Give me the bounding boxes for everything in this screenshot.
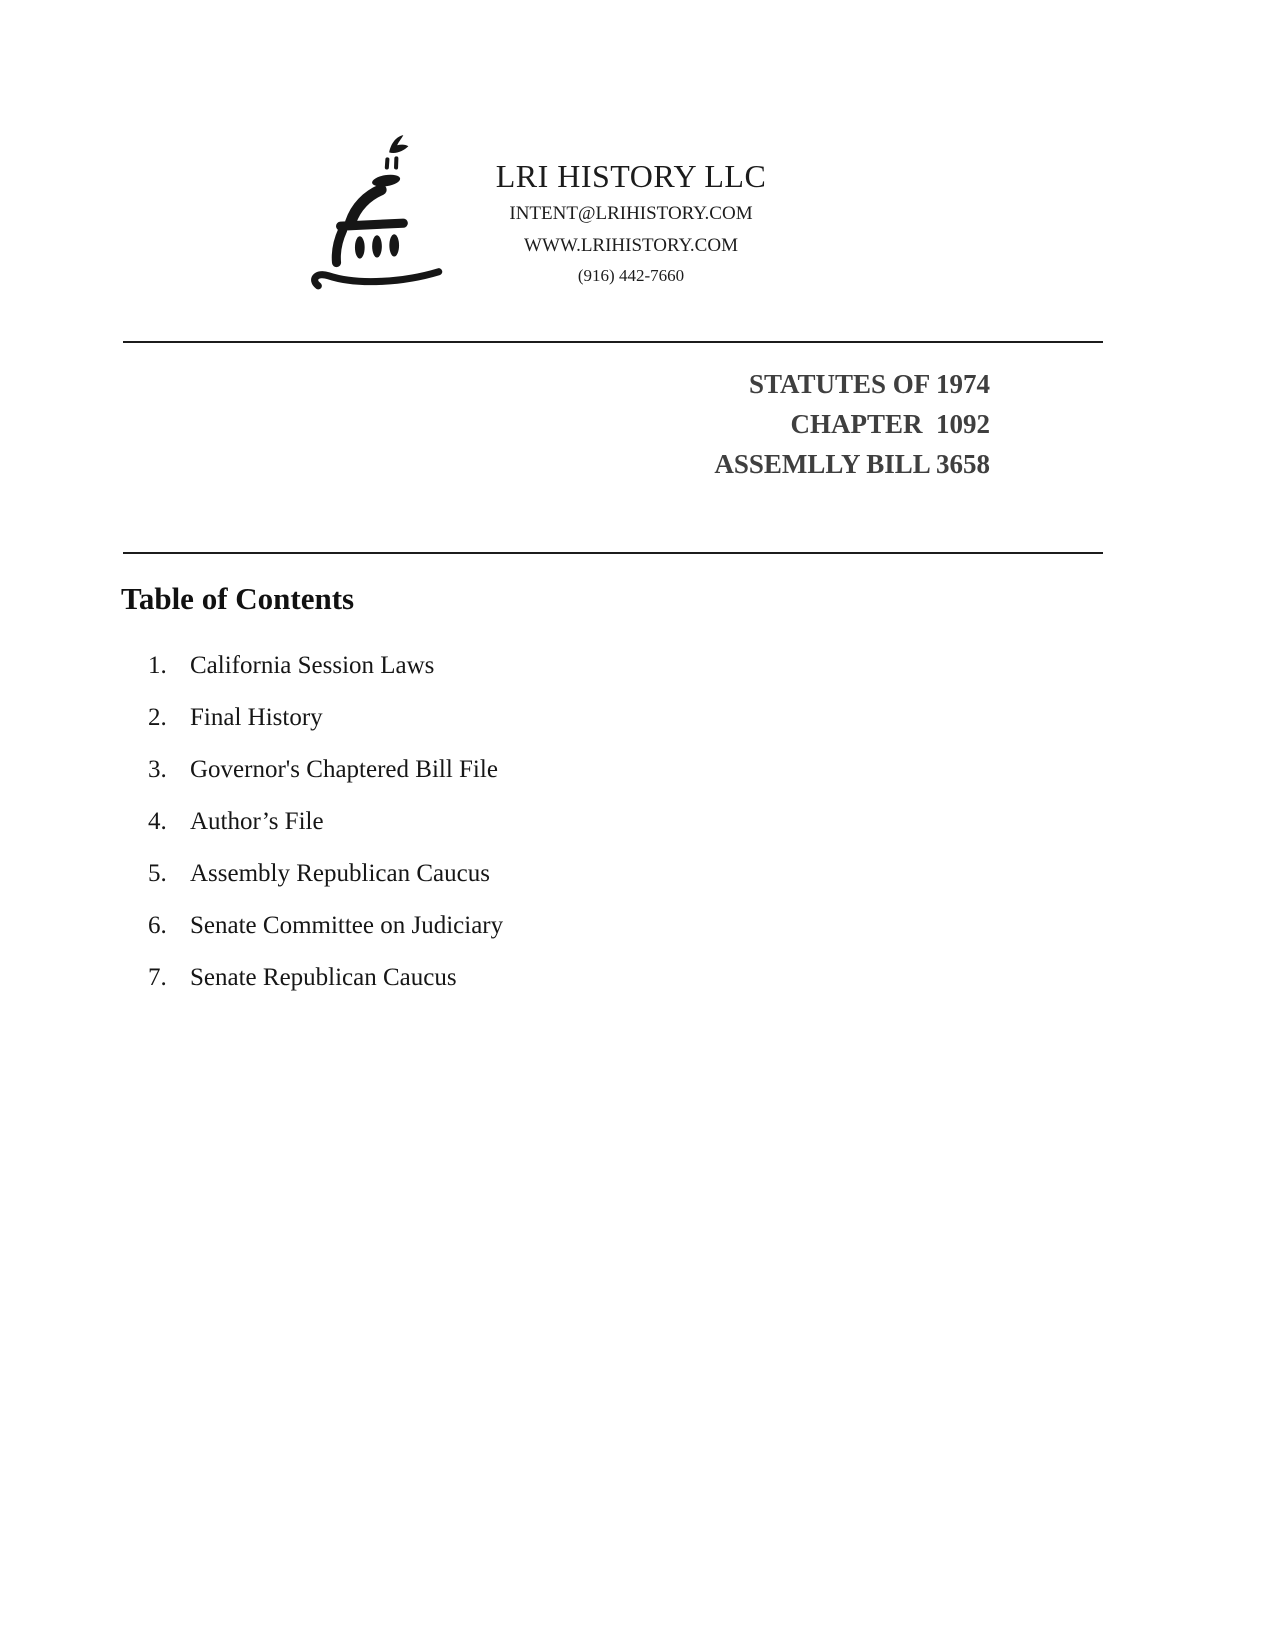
statutes-line: STATUTES OF 1974 <box>748 369 990 399</box>
toc-item-label: Author’s File <box>190 808 324 835</box>
toc-item <box>148 807 848 859</box>
toc-item <box>148 963 848 1015</box>
company-header <box>456 158 806 288</box>
divider-top <box>123 341 1103 343</box>
toc-item-label: Assembly Republican Caucus <box>190 860 490 887</box>
chapter-line: CHAPTER 1092 <box>790 409 990 439</box>
toc-item <box>148 859 848 911</box>
toc-item <box>148 651 848 703</box>
company-website: WWW.LRIHISTORY.COM <box>524 235 738 256</box>
toc-item <box>148 755 848 807</box>
toc-item-label: Senate Committee on Judiciary <box>190 912 504 939</box>
toc-item-number: 5. <box>148 860 167 887</box>
toc-item-number: 2. <box>148 704 167 731</box>
toc-item <box>148 911 848 963</box>
capitol-dome-icon <box>296 124 458 296</box>
toc-item-number: 7. <box>148 964 167 991</box>
company-phone: (916) 442-7660 <box>577 266 685 285</box>
toc-heading: Table of Contents <box>121 581 355 616</box>
toc-item-label: Senate Republican Caucus <box>190 964 457 991</box>
divider-bottom <box>123 552 1103 554</box>
toc-item-label: Governor's Chaptered Bill File <box>190 756 498 783</box>
company-name: LRI HISTORY LLC <box>495 158 767 194</box>
assembly-bill-line: ASSEMLLY BILL 3658 <box>714 449 990 479</box>
toc-item-number: 1. <box>148 652 167 679</box>
toc-list <box>148 651 848 1015</box>
toc-item-label: California Session Laws <box>190 652 435 679</box>
toc-item-number: 6. <box>148 912 167 939</box>
company-email: INTENT@LRIHISTORY.COM <box>509 203 753 224</box>
toc-item-number: 4. <box>148 808 167 835</box>
statute-title-block <box>714 364 990 484</box>
toc-item-label: Final History <box>190 704 323 731</box>
toc-item-number: 3. <box>148 756 167 783</box>
toc-item <box>148 703 848 755</box>
